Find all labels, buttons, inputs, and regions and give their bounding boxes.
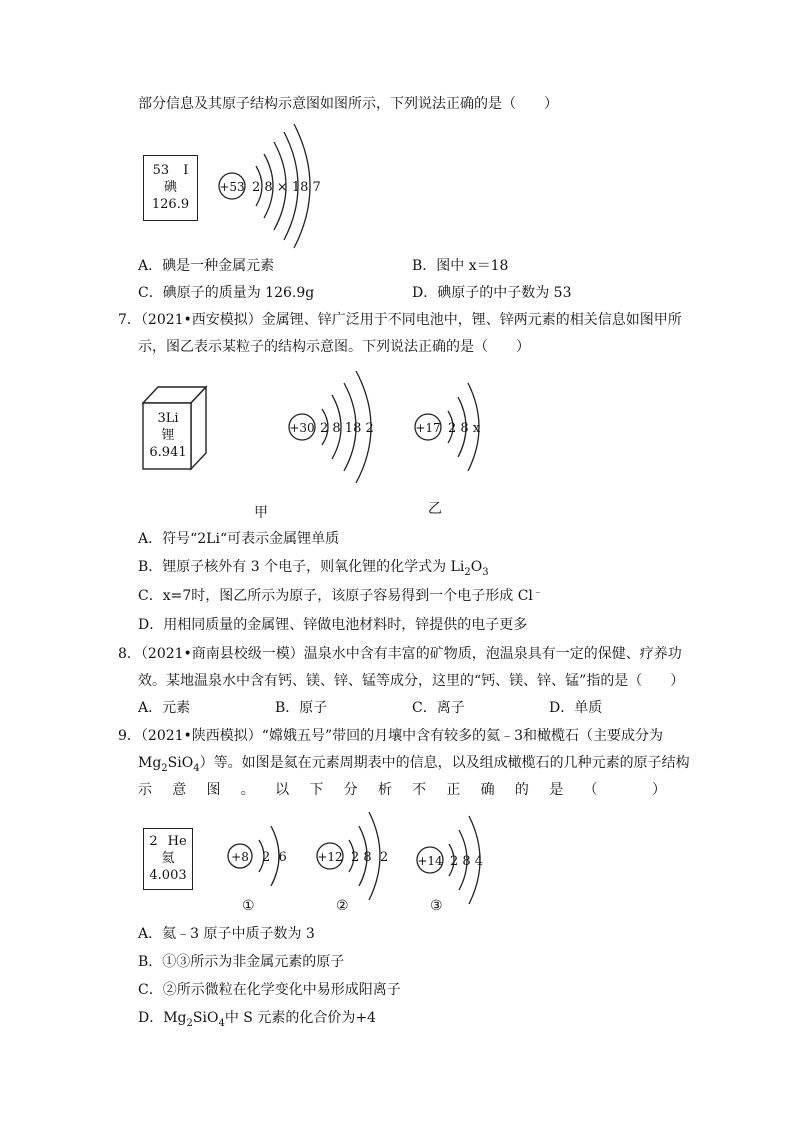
option-d[interactable]: D．碘原子的中子数为 53	[412, 285, 572, 301]
atom-diagram-3	[413, 810, 493, 905]
atom-label-2: ②	[336, 898, 349, 914]
question-8-line1: 8．（2021•商南县校级一模）温泉水中含有丰富的矿物质，泡温泉具有一定的保健、疗养功	[118, 646, 682, 662]
shell-electrons: 2 6	[262, 850, 287, 865]
element-card-helium	[143, 828, 193, 890]
iodine-atom-diagram	[212, 120, 327, 250]
question-9-line3: 示 意 图 。 以 下 分 析 不 正 确 的 是 （ ）	[138, 782, 666, 798]
element-symbol: I	[183, 163, 189, 178]
question-9-line2: $Mg_2SiO_4$）等。如图是氦在元素周期表中的信息，以及组成橄榄石的几种元素的原子结构	[138, 755, 690, 774]
shell-electrons: 2 8 x	[448, 421, 481, 436]
atom-label-3: ③	[430, 898, 443, 914]
element-card-lithium	[144, 410, 192, 461]
option-a[interactable]: A．元素	[138, 700, 191, 716]
nucleus-charge: +17	[415, 421, 441, 435]
atom-diagram-1	[225, 820, 295, 895]
question-6-stem: 部分信息及其原子结构示意图如图所示，下列说法正确的是（ ）	[138, 96, 558, 112]
shell-electrons: 2 8 2	[351, 850, 389, 865]
shell-electrons: 2 8 4	[450, 854, 484, 869]
caption-jia: 甲	[254, 505, 268, 521]
option-d[interactable]: D．单质	[549, 700, 603, 716]
question-7-line1: 7．（2021•西安模拟）金属锂、锌广泛用于不同电池中，锂、锌两元素的相关信息如图甲所	[118, 312, 682, 328]
atomic-number: 2	[149, 834, 158, 849]
option-d[interactable]: D．用相同质量的金属锂、锌做电池材料时，锌提供的电子更多	[138, 617, 528, 633]
option-c[interactable]: C．碘原子的质量为 126.9g	[138, 285, 315, 301]
question-9-line1: 9．（2021•陕西模拟）“嫦娥五号”带回的月壤中含有较多的氦﹣3和橄榄石（主要成分为	[118, 728, 664, 744]
option-c[interactable]: C．离子	[412, 700, 465, 716]
nucleus-charge: +53	[219, 180, 245, 194]
atomic-mass: 126.9	[151, 197, 190, 212]
shell-electrons: 2 8 × 18 7	[252, 180, 321, 195]
option-a[interactable]: A．碘是一种金属元素	[138, 258, 275, 274]
nucleus-charge: +8	[231, 850, 249, 864]
option-b[interactable]: B．①③所示为非金属元素的原子	[138, 954, 345, 970]
chlorine-particle-diagram	[412, 375, 492, 480]
option-b[interactable]: B．图中 x＝18	[412, 258, 509, 274]
atomic-number: 3	[157, 411, 166, 426]
nucleus-charge: +12	[317, 850, 343, 864]
option-a[interactable]: A．符号“2Li“可表示金属锂单质	[138, 531, 340, 547]
option-d[interactable]: D．$Mg_2SiO_4$中 S 元素的化合价为+4	[138, 1010, 376, 1029]
element-symbol: Li	[165, 411, 179, 426]
nucleus-charge: +14	[417, 854, 443, 868]
zinc-atom-diagram	[282, 365, 397, 490]
element-name: 碘	[163, 180, 177, 195]
nucleus-charge: +30	[289, 421, 315, 435]
option-c[interactable]: C．x=7时，图乙所示为原子，该原子容易得到一个电子形成 Cl﹣	[138, 586, 543, 604]
atomic-mass: 6.941	[149, 445, 187, 460]
option-c[interactable]: C．②所示微粒在化学变化中易形成阳离子	[138, 982, 401, 998]
element-card-iodine	[143, 155, 198, 221]
option-b[interactable]: B．锂原子核外有 3 个电子，则氧化锂的化学式为 $Li_2O_3$	[138, 559, 489, 578]
atom-label-1: ①	[242, 898, 255, 914]
atomic-number: 53	[152, 163, 170, 178]
element-name: 氦	[161, 851, 175, 866]
shell-electrons: 2 8 18 2	[320, 421, 374, 436]
option-b[interactable]: B．原子	[275, 700, 328, 716]
option-a[interactable]: A．氦﹣3 原子中质子数为 3	[138, 926, 315, 942]
atom-diagram-2	[313, 808, 393, 903]
caption-yi: 乙	[428, 501, 442, 517]
atomic-mass: 4.003	[149, 868, 187, 883]
element-name: 锂	[161, 428, 175, 443]
question-8-line2: 效。某地温泉水中含有钙、镁、锌、锰等成分，这里的“钙、镁、锌、锰”指的是（ ）	[138, 673, 685, 689]
element-symbol: He	[167, 834, 187, 849]
question-7-line2: 示，图乙表示某粒子的结构示意图。下列说法正确的是（ ）	[138, 339, 530, 355]
